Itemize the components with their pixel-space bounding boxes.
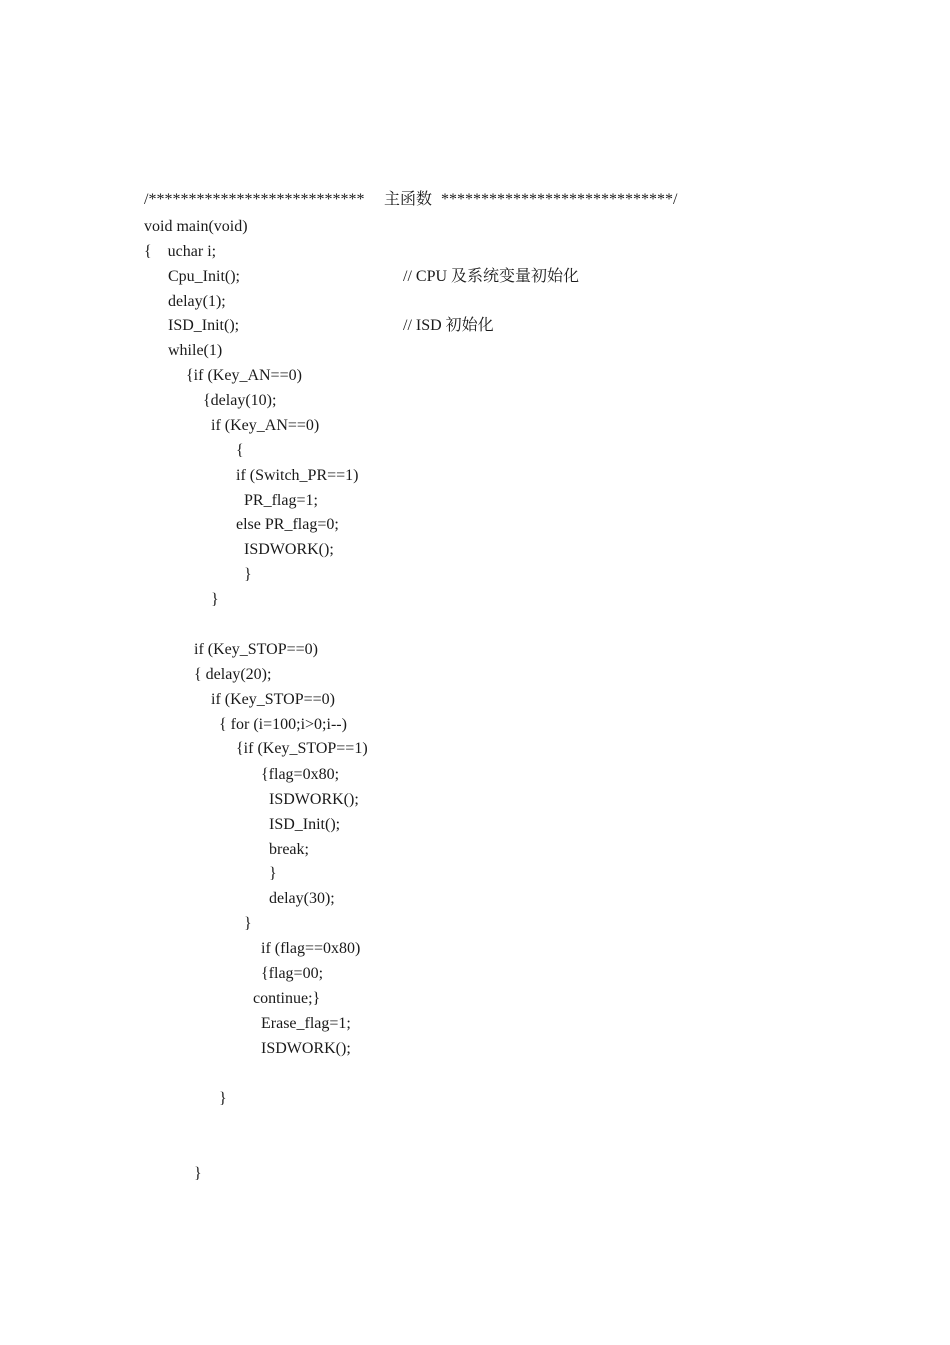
code-line: Cpu_Init(); — [168, 268, 240, 285]
code-comment: // ISD 初始化 — [403, 317, 494, 334]
code-line: ISDWORK(); — [269, 791, 359, 808]
code-line: { uchar i; — [144, 243, 217, 260]
code-line: if (Key_STOP==0) — [194, 641, 318, 658]
code-line: delay(30); — [269, 890, 335, 907]
code-line: {if (Key_STOP==1) — [236, 740, 368, 757]
header-comment-left: /*************************** — [144, 191, 365, 208]
code-line: {if (Key_AN==0) — [186, 367, 302, 384]
code-line: Erase_flag=1; — [261, 1015, 351, 1032]
header-comment-right: *****************************/ — [441, 191, 678, 208]
code-line: if (Switch_PR==1) — [236, 467, 359, 484]
code-line: {flag=00; — [261, 965, 324, 982]
code-line: continue;} — [253, 990, 321, 1007]
header-comment-title: 主函数 — [384, 191, 433, 208]
code-line: break; — [269, 841, 309, 858]
code-line: } — [219, 1090, 227, 1107]
code-line: ISD_Init(); — [269, 816, 341, 833]
code-line: PR_flag=1; — [244, 492, 318, 509]
code-line: if (Key_STOP==0) — [211, 691, 335, 708]
code-line: ISDWORK(); — [261, 1040, 351, 1057]
code-line: } — [211, 591, 219, 608]
code-line: if (flag==0x80) — [261, 940, 361, 957]
code-line: delay(1); — [168, 293, 226, 310]
code-line: void main(void) — [144, 218, 248, 235]
code-line: {delay(10); — [203, 392, 277, 409]
code-line: { — [236, 442, 244, 459]
code-line: ISD_Init(); — [168, 317, 240, 334]
code-line: while(1) — [168, 342, 223, 359]
code-line: } — [194, 1165, 202, 1182]
code-line: } — [244, 566, 252, 583]
code-comment: // CPU 及系统变量初始化 — [403, 268, 580, 285]
code-line: } — [269, 865, 277, 882]
code-line: if (Key_AN==0) — [211, 417, 320, 434]
code-line: else PR_flag=0; — [236, 516, 339, 533]
code-line: } — [244, 915, 252, 932]
code-line: ISDWORK(); — [244, 541, 334, 558]
code-line: { delay(20); — [194, 666, 272, 683]
code-line: { for (i=100;i>0;i--) — [219, 716, 347, 733]
code-line: {flag=0x80; — [261, 766, 340, 783]
